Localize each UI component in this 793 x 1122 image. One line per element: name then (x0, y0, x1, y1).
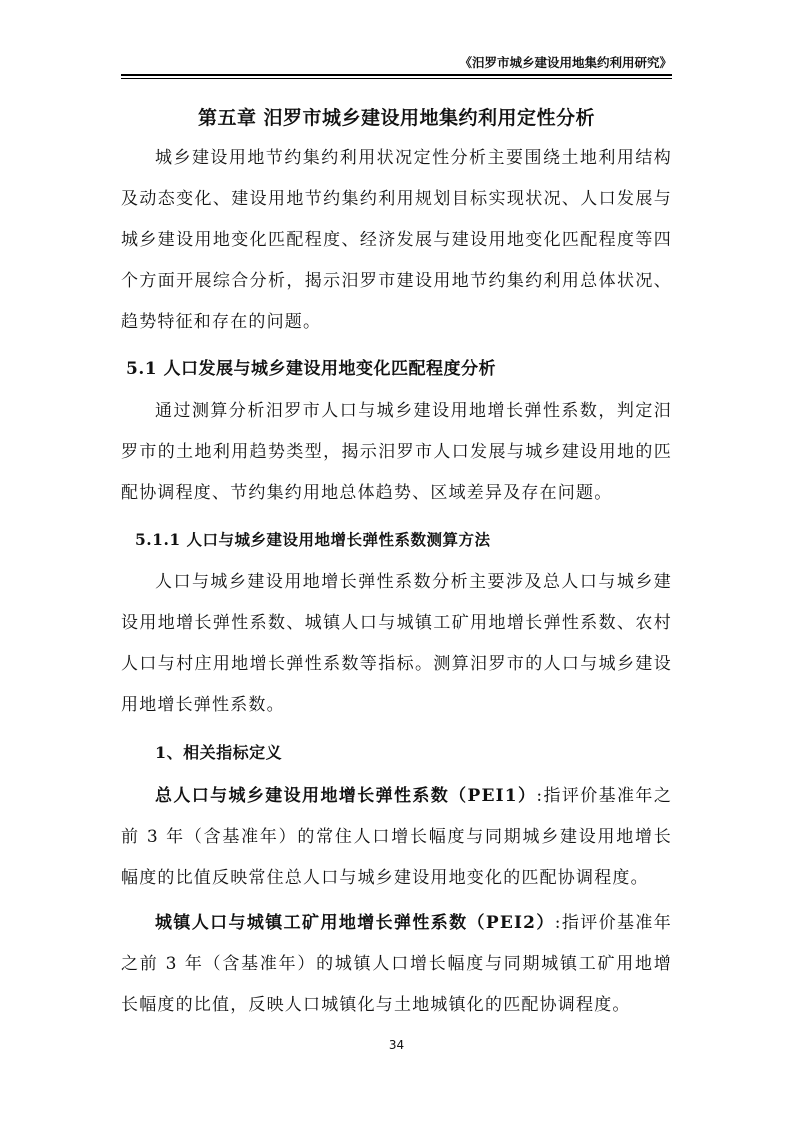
running-header: 《汨罗市城乡建设用地集约利用研究》 (459, 55, 672, 70)
pei2-definition (121, 903, 672, 1026)
section-5-1-1-paragraph: 人口与城乡建设用地增长弹性系数分析主要涉及总人口与城乡建设用地增长弹性系数、城镇人口与城镇工矿用地增长弹性系数、农村人口与村庄用地增长弹性系数等指标。测算汨罗市的人口与城乡建设用地增长弹性系数。 (121, 572, 672, 715)
header-rule-thin (121, 78, 672, 79)
section-5-1-1-title: 5.1.1 人口与城乡建设用地增长弹性系数测算方法 (135, 530, 491, 549)
section-5-1-paragraph: 通过测算分析汨罗市人口与城乡建设用地增长弹性系数，判定汨罗市的土地利用趋势类型，揭示汨罗市人口发展与城乡建设用地的匹配协调程度、节约集约用地总体趋势、区域差异及存在问题。 (121, 401, 672, 503)
page-number: 34 (388, 1038, 405, 1052)
intro-paragraph: 城乡建设用地节约集约利用状况定性分析主要围绕土地利用结构及动态变化、建设用地节约集约利用规划目标实现状况、人口发展与城乡建设用地变化匹配程度、经济发展与建设用地变化匹配程度等四个方面开展综合分析，揭示汨罗市建设用地节约集约利用总体状况、趋势特征和存在的问题。 (121, 148, 672, 332)
pei2-term: 城镇人口与城镇工矿用地增长弹性系数（PEI2） (155, 913, 555, 933)
header-rule-thick (121, 74, 672, 76)
pei1-term: 总人口与城乡建设用地增长弹性系数（PEI1） (155, 786, 537, 806)
page-body (121, 98, 672, 1026)
chapter-title: 第五章 汨罗市城乡建设用地集约利用定性分析 (197, 107, 596, 129)
pei1-definition (121, 776, 672, 899)
section-5-1-title: 5.1 人口发展与城乡建设用地变化匹配程度分析 (126, 359, 496, 379)
pei2-definition-text: :指评价基准年之前 3 年（含基准年）的城镇人口增长幅度与同期城镇工矿用地增长幅度的比值，反映人口城镇化与土地城镇化的匹配协调程度。 (121, 913, 672, 1015)
item-1-title: 1、相关指标定义 (155, 743, 283, 762)
pei1-definition-text: :指评价基准年之前 3 年（含基准年）的常住人口增长幅度与同期城乡建设用地增长幅度的比值反映常住总人口与城乡建设用地变化的匹配协调程度。 (121, 786, 673, 888)
